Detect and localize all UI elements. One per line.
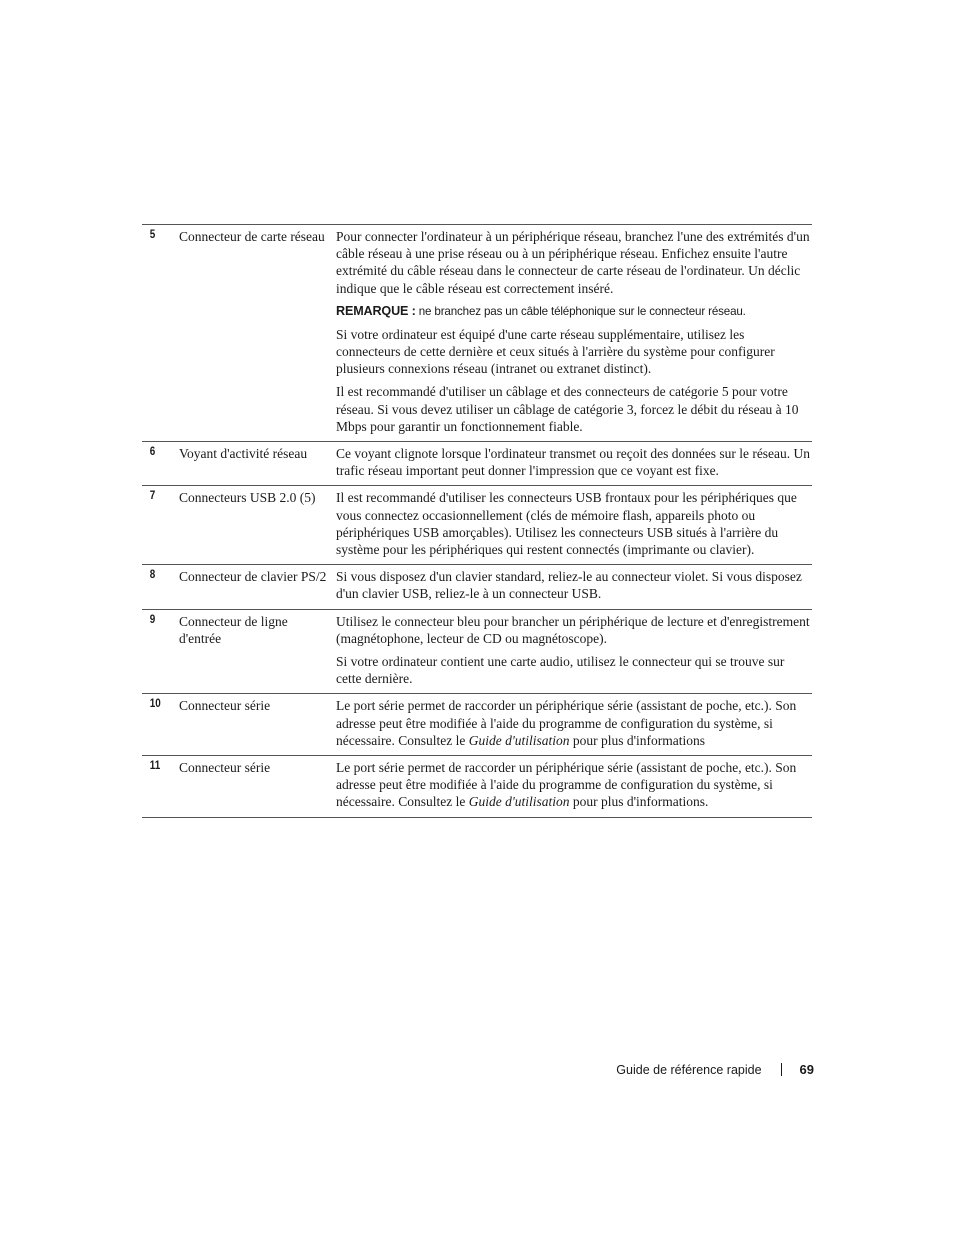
note (336, 303, 812, 320)
guide-reference: Guide d'utilisation (468, 732, 570, 748)
page-footer (616, 1062, 814, 1077)
table-row (142, 485, 812, 564)
row-description (336, 228, 812, 435)
row-description (336, 613, 812, 688)
row-number: 8 (149, 569, 156, 582)
description-paragraph: Ce voyant clignote lorsque l'ordinateur transmet ou reçoit des données sur le réseau. Un trafic réseau important peut donner l'impression que ce voyant est fixe. (336, 446, 811, 479)
table-row (142, 441, 812, 485)
row-label: Voyant d'activité réseau (179, 446, 308, 462)
connector-table (142, 224, 812, 818)
note-text: ne branchez pas un câble téléphonique sur le connecteur réseau. (418, 304, 746, 318)
description-paragraph: Si votre ordinateur est équipé d'une carte réseau supplémentaire, utilisez les connecteurs de cette dernière et ceux situés à l'arrière du système pour configurer plusieurs connexions réseau (intranet ou extranet distinct). (336, 326, 775, 377)
table-row (142, 609, 812, 694)
row-label: Connecteur de carte réseau (179, 229, 325, 244)
row-number: 11 (149, 760, 161, 773)
description-paragraph: Si vous disposez d'un clavier standard, reliez-le au connecteur violet. Si vous disposez d'un clavier USB, reliez-le à un connecteur USB. (336, 569, 802, 602)
row-number: 9 (149, 613, 156, 626)
description-paragraph (336, 697, 812, 749)
description-paragraph: Il est recommandé d'utiliser un câblage et des connecteurs de catégorie 5 pour votre réseau. Si vous devez utiliser un câblage de catégorie 3, forcez le débit du réseau à 10 Mbps pour garantir un fonctionnement fiable. (336, 384, 799, 434)
description-paragraph (336, 759, 812, 811)
description-text: Le port série permet de raccorder un périphérique série (assistant de poche, etc.). Son adresse peut être modifiée à l'aide du programme de configuration du système, si nécessaire. Consultez le (336, 698, 797, 748)
row-label: Connecteur de clavier PS/2 (179, 569, 327, 585)
description-text: Le port série permet de raccorder un périphérique série (assistant de poche, etc.). Son adresse peut être modifiée à l'aide du programme de configuration du système, si nécessaire. Consultez le (336, 760, 797, 810)
table-row (142, 755, 812, 817)
row-label: Connecteur série (179, 698, 271, 714)
table-row (142, 693, 812, 755)
guide-reference: Guide d'utilisation (468, 794, 570, 810)
row-label: Connecteur de ligne d'entrée (179, 613, 288, 646)
description-paragraph: Utilisez le connecteur bleu pour brancher un périphérique de lecture et d'enregistrement (magnétophone, lecteur de CD ou magnétoscope). (336, 613, 810, 646)
description-text: pour plus d'informations. (569, 794, 709, 810)
row-description (336, 759, 812, 811)
row-description (336, 489, 812, 558)
row-number: 7 (149, 490, 156, 503)
row-label: Connecteurs USB 2.0 (5) (179, 490, 316, 506)
row-description (336, 568, 812, 602)
description-paragraph: Il est recommandé d'utiliser les connecteurs USB frontaux pour les périphériques que vous connectez occasionnellement (clés de mémoire flash, appareils photo ou périphériques USB amorçables). Utilisez les connecteurs USB situés à l'arrière du système pour les périphériques qui restent connectés (imprimante ou clavier). (336, 490, 797, 558)
row-number: 10 (149, 698, 161, 711)
row-description (336, 697, 812, 749)
footer-title: Guide de référence rapide (616, 1062, 762, 1077)
description-paragraph: Si votre ordinateur contient une carte audio, utilisez le connecteur qui se trouve sur cette dernière. (336, 654, 785, 687)
note-label: REMARQUE : (336, 303, 416, 318)
row-number: 6 (149, 446, 156, 459)
table-row (142, 564, 812, 608)
row-number: 5 (149, 229, 156, 241)
table-row (142, 225, 812, 441)
page-number: 69 (799, 1062, 814, 1077)
description-text: pour plus d'informations (569, 732, 706, 748)
row-label: Connecteur série (179, 760, 271, 776)
footer-divider (781, 1063, 782, 1076)
description-paragraph: Pour connecter l'ordinateur à un périphérique réseau, branchez l'une des extrémités d'un câble réseau à une prise réseau ou à un périphérique réseau. Enfichez ensuite l'autre extrémité du câble réseau dans le connecteur de carte réseau de l'ordinateur. Un déclic indique que le câble réseau est correctement inséré. (336, 229, 810, 296)
row-description (336, 445, 812, 479)
